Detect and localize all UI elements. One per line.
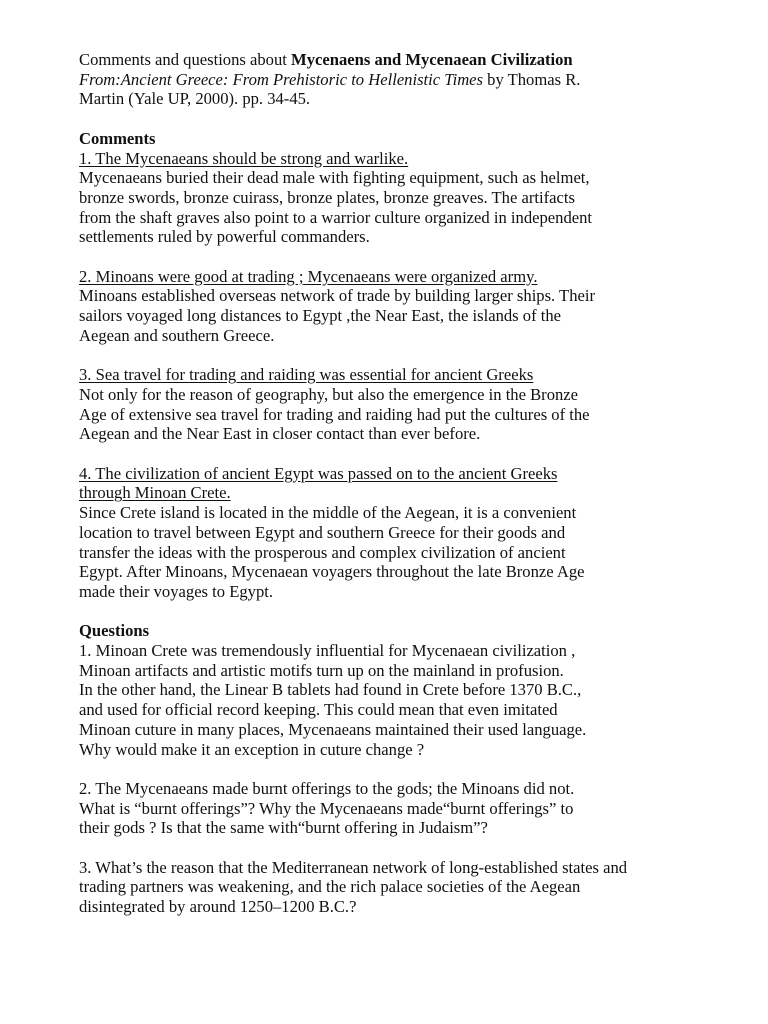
source-prefix: From: bbox=[79, 69, 121, 89]
question-1-line: In the other hand, the Linear B tablets had found in Crete before 1370 B.C., bbox=[79, 680, 582, 700]
comment-2-title: 2. Minoans were good at trading ; Mycenaeans were organized army. bbox=[79, 266, 538, 286]
comment-1-body-line: settlements ruled by powerful commanders. bbox=[79, 227, 370, 247]
questions-heading: Questions bbox=[79, 621, 150, 641]
question-1-line: 1. Minoan Crete was tremendously influential for Mycenaean civilization , bbox=[79, 641, 576, 661]
comment-4-body-line: Egypt. After Minoans, Mycenaean voyagers throughout the late Bronze Age bbox=[79, 562, 585, 582]
comment-4-body-line: made their voyages to Egypt. bbox=[79, 581, 274, 601]
document-title: Mycenaens and Mycenaean Civilization bbox=[291, 50, 573, 69]
document-page bbox=[79, 50, 759, 917]
title-intro: Comments and questions about bbox=[79, 50, 292, 69]
comment-3-body-line: Not only for the reason of geography, but also the emergence in the Bronze bbox=[79, 384, 579, 404]
comment-2-body-line: sailors voyaged long distances to Egypt ,the Near East, the islands of the bbox=[79, 306, 562, 326]
question-3-line: disintegrated by around 1250–1200 B.C.? bbox=[79, 897, 357, 917]
comment-3-body-line: Age of extensive sea travel for trading and raiding had put the cultures of the bbox=[79, 404, 590, 424]
document-title-line bbox=[79, 50, 759, 70]
comment-1-body-line: bronze swords, bronze cuirass, bronze plates, bronze greaves. The artifacts bbox=[79, 187, 575, 207]
question-3-line: trading partners was weakening, and the rich palace societies of the Aegean bbox=[79, 877, 581, 897]
source-title: Ancient Greece: From Prehistoric to Hellenistic Times bbox=[120, 69, 484, 89]
comment-2-body-line: Aegean and southern Greece. bbox=[79, 325, 275, 345]
question-1-line: Minoan artifacts and artistic motifs turn up on the mainland in profusion. bbox=[79, 660, 564, 680]
source-line bbox=[79, 70, 759, 90]
comment-4-body-line: transfer the ideas with the prosperous and complex civilization of ancient bbox=[79, 542, 566, 562]
question-1-line: Why would make it an exception in cuture change ? bbox=[79, 739, 425, 759]
comment-1-body-line: from the shaft graves also point to a warrior culture organized in independent bbox=[79, 207, 593, 227]
comment-3-title: 3. Sea travel for trading and raiding was essential for ancient Greeks bbox=[79, 365, 534, 385]
question-1-line: and used for official record keeping. This could mean that even imitated bbox=[79, 700, 558, 720]
comment-3-body-line: Aegean and the Near East in closer contact than ever before. bbox=[79, 424, 481, 444]
question-2-line: What is “burnt offerings”? Why the Mycenaeans made“burnt offerings” to bbox=[79, 798, 574, 818]
comment-1-title: 1. The Mycenaeans should be strong and warlike. bbox=[79, 148, 409, 168]
source-author: by Thomas R. bbox=[483, 69, 581, 89]
source-citation: Martin (Yale UP, 2000). pp. 34-45. bbox=[79, 89, 311, 109]
question-2-line: 2. The Mycenaeans made burnt offerings to the gods; the Minoans did not. bbox=[79, 778, 575, 798]
comment-4-body-line: location to travel between Egypt and southern Greece for their goods and bbox=[79, 522, 566, 542]
comment-1-body-line: Mycenaeans buried their dead male with fighting equipment, such as helmet, bbox=[79, 168, 590, 188]
question-1-line: Minoan cuture in many places, Mycenaeans maintained their used language. bbox=[79, 719, 587, 739]
comments-heading: Comments bbox=[79, 128, 156, 148]
question-2-line: their gods ? Is that the same with“burnt offering in Judaism”? bbox=[79, 818, 488, 838]
comment-4-title-cont: through Minoan Crete. bbox=[79, 483, 231, 503]
comment-4-title: 4. The civilization of ancient Egypt was passed on to the ancient Greeks bbox=[79, 463, 558, 483]
comment-2-body-line: Minoans established overseas network of trade by building larger ships. Their bbox=[79, 286, 595, 306]
comment-4-body-line: Since Crete island is located in the middle of the Aegean, it is a convenient bbox=[79, 503, 577, 523]
question-3-line: 3. What’s the reason that the Mediterranean network of long-established states and bbox=[79, 857, 628, 877]
